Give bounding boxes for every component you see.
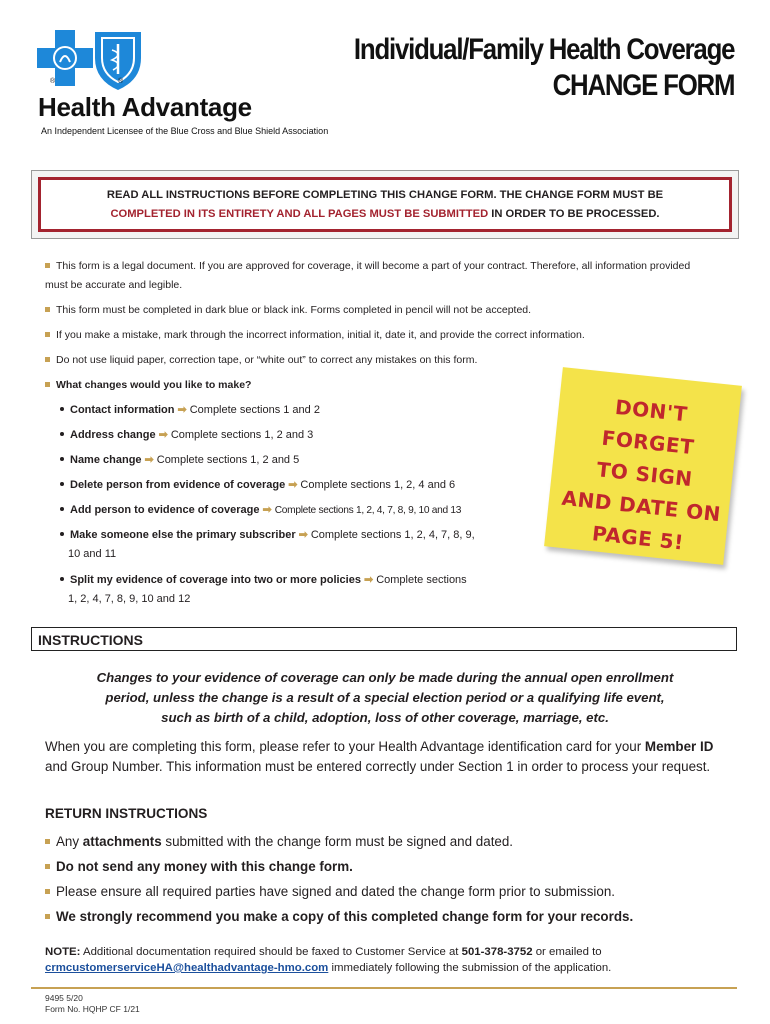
bullet-ink: This form must be completed in dark blue or black ink. Forms completed in pencil will not be accepted. bbox=[45, 301, 531, 320]
sticky-line-1: DON'T FORGET bbox=[600, 394, 696, 460]
arrow-right-icon: ➡ bbox=[158, 429, 168, 441]
list-item: Contact information ➡ Complete sections 1 and 2 bbox=[60, 401, 320, 420]
bullet-dot-icon bbox=[60, 532, 64, 536]
bullet-square-icon bbox=[45, 864, 50, 869]
return-item-attachments: Any attachments submitted with the change form must be signed and dated. bbox=[45, 833, 513, 851]
bullet-square-icon bbox=[45, 263, 50, 268]
title-line-1: Individual/Family Health Coverage bbox=[353, 33, 734, 66]
instructions-italic: Changes to your evidence of coverage can only be made during the annual open enrollment period, unless the change is a result of a special election period or a qualifying life event, such as birth of a child, adoption, loss of other coverage, marriage, etc. bbox=[96, 670, 674, 725]
bullet-square-icon bbox=[45, 839, 50, 844]
bullet-square-icon bbox=[45, 357, 50, 362]
bullet-mistake: If you make a mistake, mark through the incorrect information, initial it, date it, and provide the correct information. bbox=[45, 326, 585, 345]
sticky-line-2: TO SIGN bbox=[595, 457, 694, 492]
bullet-legal: This form is a legal document. If you are approved for coverage, it will become a part of your contract. Therefore, all information provided must be accurate and legible. bbox=[45, 260, 691, 291]
warning-line-2 bbox=[110, 205, 659, 224]
arrow-right-icon: ➡ bbox=[262, 504, 272, 516]
list-item: Name change ➡ Complete sections 1, 2 and 5 bbox=[60, 451, 299, 470]
instructions-paragraph: When you are completing this form, please refer to your Health Advantage identification card for your Member ID and Group Number. This information must be entered correctly under Section 1 in order to process your request. bbox=[45, 739, 714, 774]
list-item: Make someone else the primary subscriber ➡ Complete sections 1, 2, 4, 7, 8, 9, 10 and 11 bbox=[60, 526, 530, 564]
return-item-signed: Please ensure all required parties have signed and dated the change form prior to submission. bbox=[45, 883, 615, 901]
bullet-dot-icon bbox=[60, 407, 64, 411]
bullet-square-icon bbox=[45, 889, 50, 894]
email-link[interactable]: crmcustomerserviceHA@healthadvantage-hmo.com bbox=[45, 962, 329, 974]
arrow-right-icon: ➡ bbox=[298, 529, 308, 541]
list-item: Add person to evidence of coverage ➡ Complete sections 1, 2, 4, 7, 8, 9, 10 and 13 bbox=[60, 501, 461, 520]
warning-box bbox=[31, 170, 739, 239]
title-line-2: CHANGE FORM bbox=[552, 69, 734, 102]
registered-mark: ® bbox=[50, 78, 56, 85]
return-header: RETURN INSTRUCTIONS bbox=[45, 806, 208, 821]
bullet-dot-icon bbox=[60, 432, 64, 436]
arrow-right-icon: ➡ bbox=[288, 479, 298, 491]
arrow-right-icon: ➡ bbox=[177, 404, 187, 416]
warning-line-1: READ ALL INSTRUCTIONS BEFORE COMPLETING THIS CHANGE FORM. THE CHANGE FORM MUST BE bbox=[106, 188, 664, 201]
brand-name: Health Advantage bbox=[38, 92, 252, 122]
sticky-line-3: AND DATE ON bbox=[560, 485, 723, 527]
list-item: Delete person from evidence of coverage ➡ Complete sections 1, 2, 4 and 6 bbox=[60, 476, 455, 495]
list-item: Address change ➡ Complete sections 1, 2 and 3 bbox=[60, 426, 313, 445]
page-title bbox=[354, 32, 734, 104]
instructions-header: INSTRUCTIONS bbox=[31, 627, 737, 651]
sticky-line-4: PAGE 5! bbox=[591, 521, 685, 555]
list-item: Split my evidence of coverage into two or more policies ➡ Complete sections 1, 2, 4, 7, 8, 9, 10 and 12 bbox=[60, 571, 530, 609]
bullet-square-icon bbox=[45, 382, 50, 387]
bullet-dot-icon bbox=[60, 577, 64, 581]
registered-mark-2: ® bbox=[118, 78, 124, 85]
sticky-note bbox=[544, 367, 742, 565]
warning-rest-text: IN ORDER TO BE PROCESSED. bbox=[488, 207, 660, 220]
arrow-right-icon: ➡ bbox=[144, 454, 154, 466]
bullet-dot-icon bbox=[60, 482, 64, 486]
footer-divider bbox=[31, 987, 737, 989]
bullet-square-icon bbox=[45, 914, 50, 919]
changes-question: What changes would you like to make? bbox=[45, 376, 251, 395]
note-paragraph: NOTE: Additional documentation required should be faxed to Customer Service at 501-378-3752 or emailed to crmcustomerserviceHA@healthadvantage-hmo.com immediately following the submission of the application. bbox=[45, 946, 612, 974]
bullet-dot-icon bbox=[60, 457, 64, 461]
return-item-money: Do not send any money with this change form. bbox=[45, 858, 353, 876]
bullet-dot-icon bbox=[60, 507, 64, 511]
bullet-square-icon bbox=[45, 307, 50, 312]
footer: 9495 5/20 Form No. HQHP CF 1/21 bbox=[45, 993, 140, 1014]
bullet-whiteout: Do not use liquid paper, correction tape, or “white out” to correct any mistakes on this form. bbox=[45, 351, 477, 370]
return-item-copy: We strongly recommend you make a copy of this completed change form for your records. bbox=[45, 908, 633, 926]
tagline: An Independent Licensee of the Blue Cross and Blue Shield Association bbox=[41, 126, 329, 136]
arrow-right-icon: ➡ bbox=[363, 574, 374, 586]
warning-red-text: COMPLETED IN ITS ENTIRETY AND ALL PAGES MUST BE SUBMITTED bbox=[110, 207, 489, 220]
bullet-square-icon bbox=[45, 332, 50, 337]
